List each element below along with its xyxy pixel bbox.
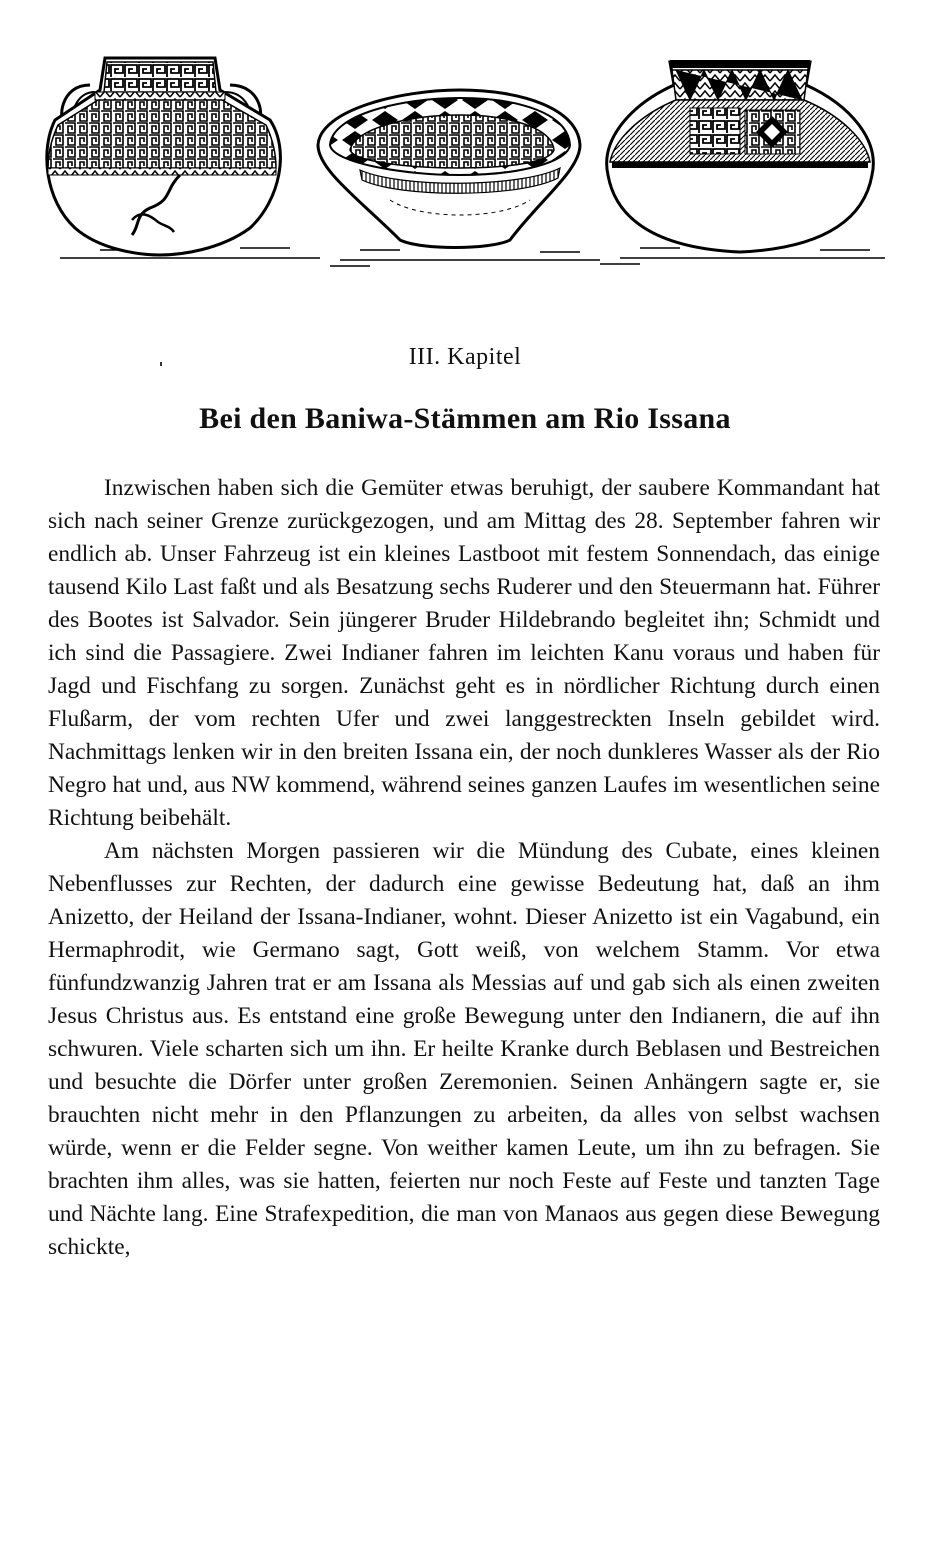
jar-with-handles: [47, 58, 281, 255]
paragraph-1: Inzwischen haben sich die Gemüter etwas beruhigt, der saubere Kommandant hat sich nach seiner Grenze zurückgezogen, und am Mittag des 28. September fahren wir endlich ab. Unser Fahrzeug ist ein kleines Lastboot mit festem Sonnendach, das einige tausend Kilo Last faßt und als Besatzung sechs Ruderer und den Steuermann hat. Führer des Bootes ist Salvador. Sein jüngerer Bruder Hildebrando begleitet ihn; Schmidt und ich sind die Passagiere. Zwei Indianer fahren im leichten Kanu voraus und haben für Jagd und Fischfang zu sorgen. Zunächst geht es in nördlicher Richtung durch einen Flußarm, der vom rechten Ufer und zwei langgestreckten Inseln gebildet wird. Nachmittags lenken wir in den breiten Issana ein, der noch dunkleres Wasser als der Rio Negro hat und, aus NW kommend, während seines ganzen Laufes im wesentlichen seine Richtung beibehält.: [48, 475, 880, 831]
chapter-title: Bei den Baniwa-Stämmen am Rio Issana: [199, 402, 731, 435]
body-text: [48, 472, 880, 1264]
stray-mark: [160, 362, 162, 366]
pottery-illustration: [40, 50, 890, 275]
paragraph-2: Am nächsten Morgen passieren wir die Mündung des Cubate, eines kleinen Nebenflusses zur Rechten, der dadurch eine gewisse Bedeutung hat, daß an ihm Anizetto, der Heiland der Issana-Indianer, wohnt. Dieser Anizetto ist ein Vagabund, ein Hermaphrodit, wie Germano sagt, Gott weiß, von welchem Stamm. Vor etwa fünfundzwanzig Jahren trat er am Issana als Messias auf und gab sich als einen zweiten Jesus Christus aus. Es entstand eine große Bewegung unter den Indianern, die auf ihn schwuren. Viele scharten sich um ihn. Er heilte Kranke durch Beblasen und Bestreichen und besuchte die Dörfer unter großen Zeremonien. Seinen Anhängern sagte er, sie brauchten nicht mehr in den Pflanzungen zu arbeiten, da alles von selbst wachsen würde, wenn er die Felder segne. Von weither kamen Leute, um ihn zu befragen. Sie brachten ihm alles, was sie hatten, feierten nur noch Feste auf Feste und tanzten Tage und Nächte lang. Eine Strafexpedition, die man von Manaos aus gegen diese Bewegung schickte,: [48, 838, 880, 1260]
round-pot: [607, 60, 874, 252]
chapter-label: III. Kapitel: [408, 344, 522, 370]
shallow-bowl: [318, 90, 580, 248]
